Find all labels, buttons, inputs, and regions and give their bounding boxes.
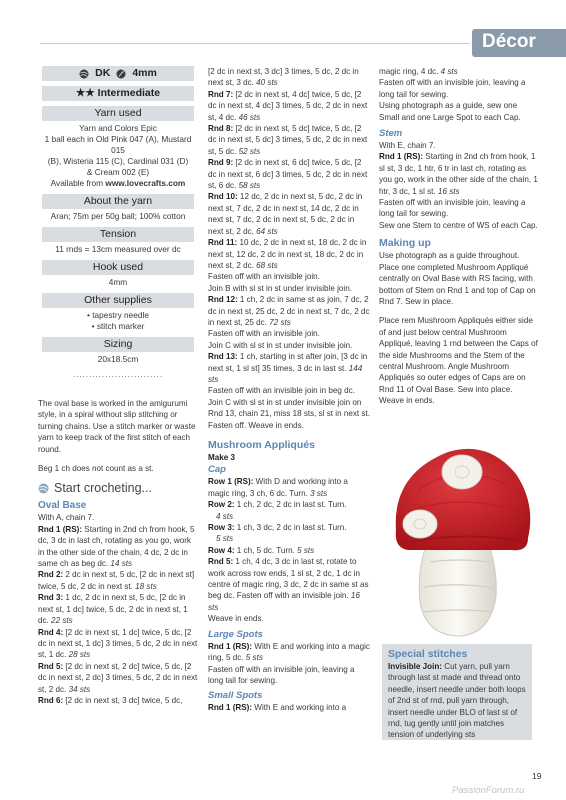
tension-text: 11 rnds = 13cm measured over dc: [55, 244, 181, 254]
hook-used-text: 4mm: [108, 277, 128, 287]
mushroom-applique-photo: [378, 412, 538, 642]
section-tab: Décor: [472, 29, 566, 57]
mushroom-appliques-title: Mushroom Appliqués: [208, 439, 315, 451]
instruction-text: Fasten off with an invisible join in beg dc. Join C with sl st in st under invisible join on Rnd 13, chain 21, miss 18 sts, sl st in next st.: [208, 386, 370, 419]
pattern-round: Rnd 7: [2 dc in next st, 4 dc] twice, 5 dc, [2 dc in next st, 4 dc] 3 times, 5 dc, 2 dc in next st, 4 dc. 46 sts: [208, 89, 368, 122]
tension-header: Tension: [42, 227, 194, 242]
special-stitches-text: Invisible Join: Cut yarn, pull yarn through last st made and thread onto needle, insert needle under both loops of 2nd st of rnd, pull yarn through, insert needle under BLO of last st of rnd, tug gently until join matches tension of underlying sts: [388, 662, 526, 740]
instruction-text: Join B with sl st in st under invisible join.: [208, 283, 352, 293]
pattern-round: Rnd 2: 2 dc in next st, 5 dc, [2 dc in next st] twice, 5 dc, 2 dc in next st. 18 sts: [38, 570, 195, 591]
list-item: • tapestry needle: [87, 310, 149, 320]
instruction-text: Place rem Mushroom Appliqués either side of and just below central Mushroom Appliqué, leaving 1 rnd between the Caps of the side Mushrooms and the Stem of the central Mushroom. Angle Mushroom Appliqués so outer edges of Caps are on Rnd 11 of Oval Base. Sew into place. Weave in ends.: [379, 316, 538, 406]
supplies-list: [38, 310, 198, 332]
column-1: [38, 66, 198, 706]
pattern-round: Rnd 1 (RS): With E and working into a magic ring, 5 dc. 5 sts: [208, 641, 370, 663]
pattern-round: Rnd 1 (RS): Starting in 2nd ch from hook, 5 dc, 3 dc in last ch, rotating as you go, work in the other side of the chain, 4 dc, 2 dc in same ch as beg dc. 14 sts: [38, 524, 195, 569]
intro-note: Beg 1 ch does not count as a st.: [38, 464, 154, 474]
other-supplies-header: Other supplies: [42, 293, 194, 308]
pattern-round: Rnd 11: 10 dc, 2 dc in next st, 18 dc, 2 dc in next st, 12 dc, 2 dc in next st, 18 dc, 2 dc in next st, 2 dc. 68 sts: [208, 238, 367, 270]
instruction-text: Fasten off with an invisible join, leaving a long tail for sewing.: [208, 664, 355, 685]
pattern-round: Rnd 9: [2 dc in next st, 6 dc] twice, 5 dc, [2 dc in next st, 6 dc] 3 times, 5 dc, 2 dc in next st, 6 dc. 58 sts: [208, 158, 368, 191]
hook-used-header: Hook used: [42, 260, 194, 275]
pattern-row: Row 3: 1 ch, 3 dc, 2 dc in last st. Turn. 5 sts: [208, 523, 347, 544]
watermark: PassionForum.ru: [452, 785, 525, 796]
stem-title: Stem: [379, 128, 403, 140]
instruction-text: Fasten off. Weave in ends.: [208, 420, 304, 430]
instruction-text: Sew one Stem to centre of WS of each Cap.: [379, 220, 538, 230]
start-heading: Start crocheting...: [38, 480, 198, 496]
small-spots-title: Small Spots: [208, 690, 263, 702]
list-item: • stitch marker: [91, 321, 145, 331]
info-panel: [38, 66, 198, 380]
header-rule: [40, 43, 470, 44]
pattern-round: Rnd 5: 1 ch, 4 dc, 3 dc in last st, rotate to work across row ends, 1 sl st, 2 dc, 1 dc in centre of magic ring, 3 dc, 2 dc in same st as beg dc. Fasten off with an invisible join. 16 sts: [208, 557, 369, 612]
cap-title: Cap: [208, 464, 226, 476]
divider-dots: ............................: [72, 370, 164, 379]
special-stitches-box: [382, 644, 532, 740]
yarn-ball-icon: [79, 69, 89, 79]
hook-icon: [116, 69, 126, 79]
pattern-round: Rnd 10: 12 dc, 2 dc in next st, 5 dc, 2 dc in next st, 7 dc, 2 dc in next st, 14 dc, 2 dc in next st, 7 dc, 2 dc in next st, 5 dc, 2 dc in next st, 2 dc. 64 sts: [208, 192, 363, 236]
pattern-round: Rnd 5: [2 dc in next st, 2 dc] twice, 5 dc, [2 dc in next st, 2 dc] 3 times, 5 dc, 2 dc in next st, 2 dc. 34 sts: [38, 661, 198, 694]
pattern-round: Rnd 1 (RS): With E and working into a: [208, 703, 347, 713]
instruction-text: Using photograph as a guide, sew one Small and one Large Spot to each Cap.: [379, 101, 521, 122]
about-yarn-text: Aran; 75m per 50g ball; 100% cotton: [50, 211, 186, 221]
column-2: [208, 66, 370, 714]
level-header: ★★ Intermediate: [42, 86, 194, 101]
pattern-round: Rnd 8: [2 dc in next st, 5 dc] twice, 5 dc, [2 dc in next st, 5 dc] 3 times, 5 dc, 2 dc in next st, 5 dc. 52 sts: [208, 124, 368, 156]
about-yarn-header: About the yarn: [42, 194, 194, 209]
sizing-header: Sizing: [42, 337, 194, 352]
instruction-text: Fasten off with an invisible join, leaving a long tail for sewing.: [379, 78, 526, 99]
pattern-round: Rnd 6: [2 dc in next st, 3 dc] twice, 5 dc,: [38, 695, 183, 705]
instruction-text: Join C with sl st in st under invisible join.: [208, 340, 353, 350]
pattern-round: Rnd 13: 1 ch, starting in st after join, [3 dc in next st, 1 sl st] 35 times, 3 dc in last st. 144 sts: [208, 352, 368, 384]
pattern-round: Rnd 4: [2 dc in next st, 1 dc] twice, 5 dc, [2 dc in next st, 1 dc] 3 times, 5 dc, 2 dc in next st, 1 dc. 28 sts: [38, 627, 198, 660]
weight-hook-header: DK 4mm: [42, 66, 194, 81]
pattern-row: Row 1 (RS): With D and working into a magic ring, 3 ch, 6 dc. Turn. 3 sts: [208, 477, 348, 498]
column-3: [379, 66, 539, 407]
yarn-used-header: Yarn used: [42, 106, 194, 121]
pattern-round-continued: magic ring, 4 dc. 4 sts: [379, 67, 458, 76]
oval-base-title: Oval Base: [38, 500, 87, 512]
yarn-ball-icon: [38, 483, 49, 494]
instruction-text: Use photograph as a guide throughout. Place one completed Mushroom Appliqué centrally on Oval Base with RS facing, with bottom of Stem on Rnd 1 and top of Cap on Rnd 7. Sew in place.: [379, 251, 536, 306]
oval-base-intro: With A, chain 7.: [38, 513, 95, 523]
large-spots-title: Large Spots: [208, 628, 263, 640]
page-number: 19: [532, 771, 542, 781]
intro-text: The oval base is worked in the amigurumi style, in a spiral without slip stitching or turning chains. Use a stitch marker or waste yarn to keep track of the first stitch of each round.: [38, 399, 196, 454]
instruction-text: Fasten off with an invisible join.: [208, 272, 320, 282]
pattern-round-continued: [2 dc in next st, 3 dc] 3 times, 5 dc, 2 dc in next st, 3 dc. 40 sts: [208, 67, 359, 88]
yarn-used-text: Yarn and Colors Epic 1 ball each in Old Pink 047 (A), Mustard 015 (B), Wisteria 115 (C), Cardinal 031 (D) & Cream 002 (E) Available from www.lovecrafts.com: [44, 123, 192, 188]
pattern-round: Rnd 1 (RS): Starting in 2nd ch from hook, 1 sl st, 3 dc, 1 htr, 6 tr in last ch, rotating as you go, work in the other side of the chain, 1 htr, 3 dc, 1 sl st. 16 sts: [379, 152, 538, 196]
supplier-link[interactable]: www.lovecrafts.com: [105, 178, 186, 188]
pattern-row: Row 4: 1 ch, 5 dc. Turn. 5 sts: [208, 545, 315, 555]
instruction-text: Fasten off with an invisible join, leaving a long tail for sewing.: [379, 198, 526, 219]
instruction-text: Fasten off with an invisible join.: [208, 329, 320, 339]
make-count: Make 3: [208, 453, 235, 462]
making-up-title: Making up: [379, 237, 431, 250]
sizing-text: 20x18.5cm: [97, 354, 139, 364]
stem-intro: With E, chain 7.: [379, 141, 436, 151]
pattern-round: Rnd 12: 1 ch, 2 dc in same st as join, 7 dc, 2 dc in next st, 25 dc, 2 dc in next st, 7 dc, 2 dc in next st, 25 dc. 72 sts: [208, 295, 370, 327]
pattern-row: Row 2: 1 ch, 2 dc, 2 dc in last st. Turn. 4 sts: [208, 500, 347, 521]
pattern-round: Rnd 3: 1 dc, 2 dc in next st, 5 dc, [2 dc in next st, 1 dc] twice, 5 dc, 2 dc in next st, 1 dc. 22 sts: [38, 593, 188, 626]
instruction-text: Weave in ends.: [208, 614, 264, 624]
special-stitches-title: Special stitches: [388, 648, 468, 660]
